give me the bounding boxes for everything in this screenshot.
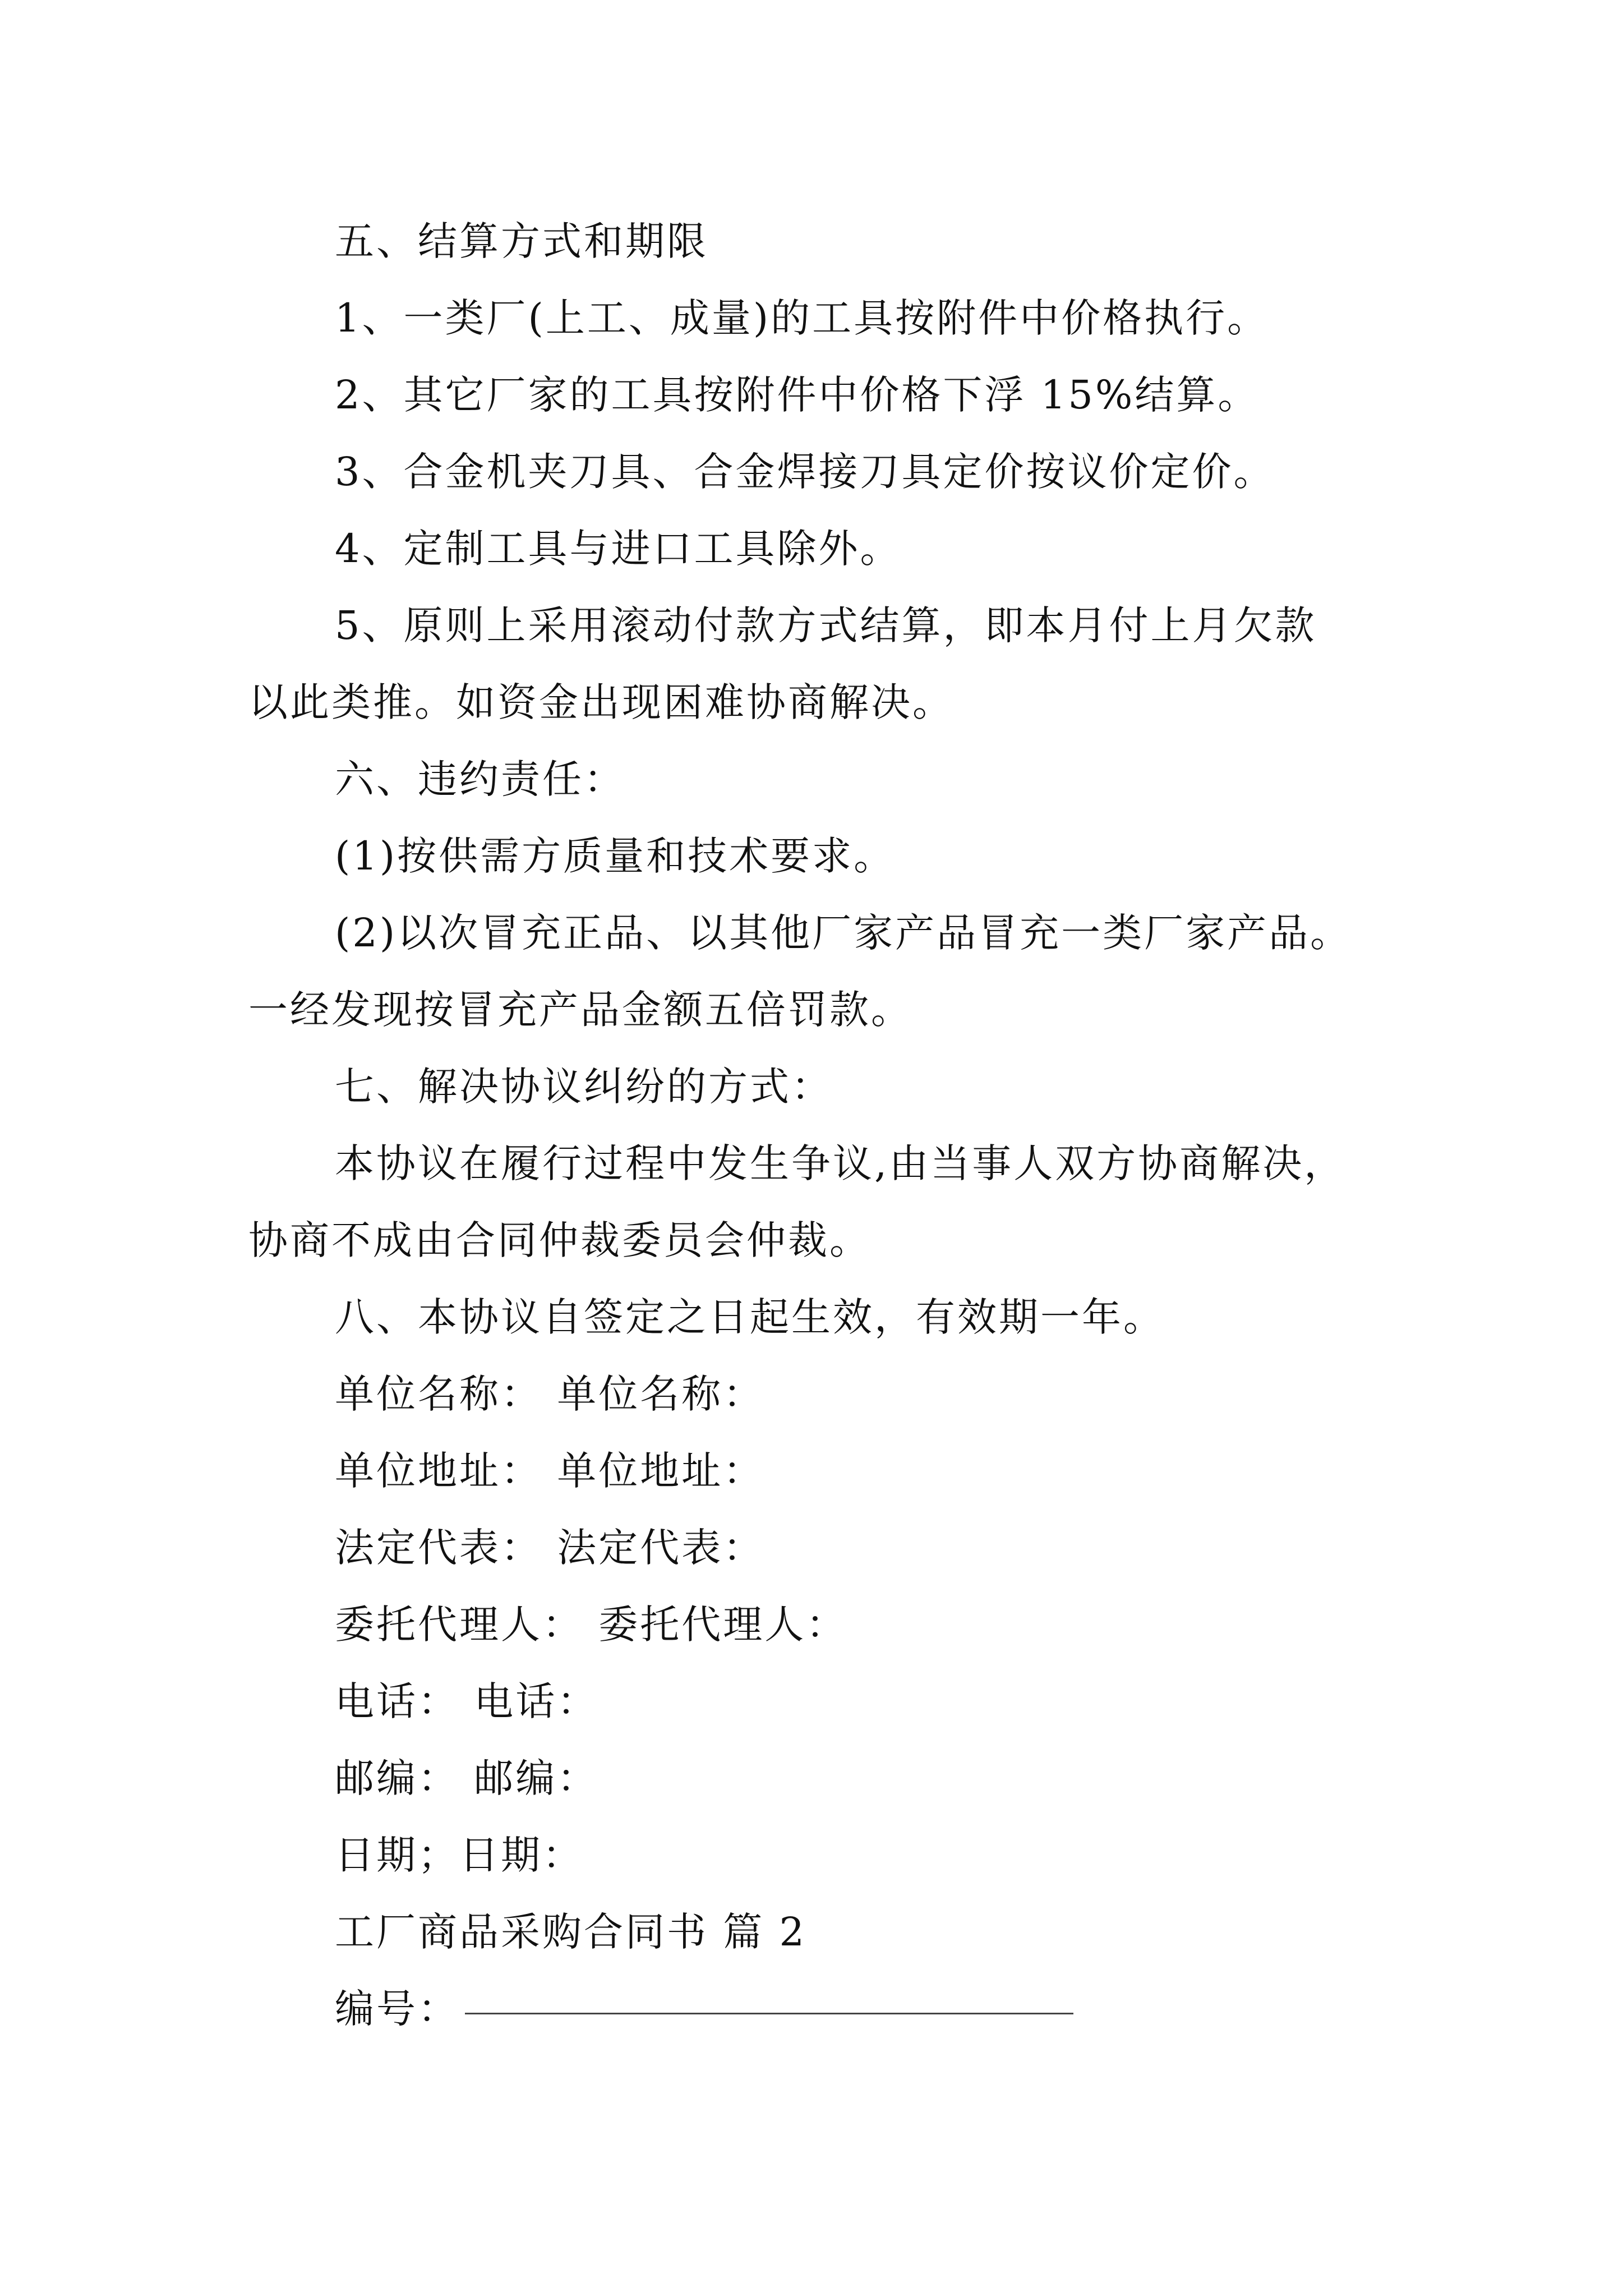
clause-5-continued: 以此类推。如资金出现困难协商解决。 xyxy=(248,679,954,725)
field-date: 日期；日期： xyxy=(335,1832,584,1878)
next-contract-title: 工厂商品采购合同书 篇 2 xyxy=(335,1909,807,1955)
field-phone: 电话： 电话： xyxy=(335,1678,599,1724)
clause-4: 4、定制工具与进口工具除外。 xyxy=(335,526,902,572)
field-postcode: 邮编： 邮编： xyxy=(335,1755,599,1801)
clause-1: 1、一类厂(上工、成量)的工具按附件中价格执行。 xyxy=(335,295,1269,341)
field-unit-name: 单位名称： 单位名称： xyxy=(335,1371,765,1417)
section-heading-disputes: 七、解决协议纠纷的方式： xyxy=(335,1064,833,1110)
field-authorized-agent: 委托代理人： 委托代理人： xyxy=(335,1602,848,1648)
liability-item-2-continued: 一经发现按冒充产品金额五倍罚款。 xyxy=(248,987,912,1033)
disputes-text: 本协议在履行过程中发生争议,由当事人双方协商解决， xyxy=(335,1140,1346,1186)
field-unit-address: 单位地址： 单位地址： xyxy=(335,1448,765,1494)
disputes-text-continued: 协商不成由合同仲裁委员会仲裁。 xyxy=(248,1217,871,1263)
number-blank-line xyxy=(465,2013,1073,2014)
section-heading-liability: 六、违约责任： xyxy=(335,756,625,802)
field-legal-representative: 法定代表： 法定代表： xyxy=(335,1525,765,1571)
section-heading-settlement: 五、结算方式和期限 xyxy=(335,218,708,264)
clause-5: 5、原则上采用滚动付款方式结算，即本月付上月欠款 xyxy=(335,602,1317,648)
liability-item-2: (2)以次冒充正品、以其他厂家产品冒充一类厂家产品。 xyxy=(335,910,1352,956)
field-number-label: 编号： xyxy=(335,1986,459,2032)
field-number xyxy=(335,1981,1513,2037)
liability-item-1: (1)按供需方质量和技术要求。 xyxy=(335,833,896,879)
clause-2: 2、其它厂家的工具按附件中价格下浮 15%结算。 xyxy=(335,372,1260,418)
section-heading-effective: 八、本协议自签定之日起生效，有效期一年。 xyxy=(335,1294,1165,1340)
clause-3: 3、合金机夹刀具、合金焊接刀具定价按议价定价。 xyxy=(335,449,1275,495)
